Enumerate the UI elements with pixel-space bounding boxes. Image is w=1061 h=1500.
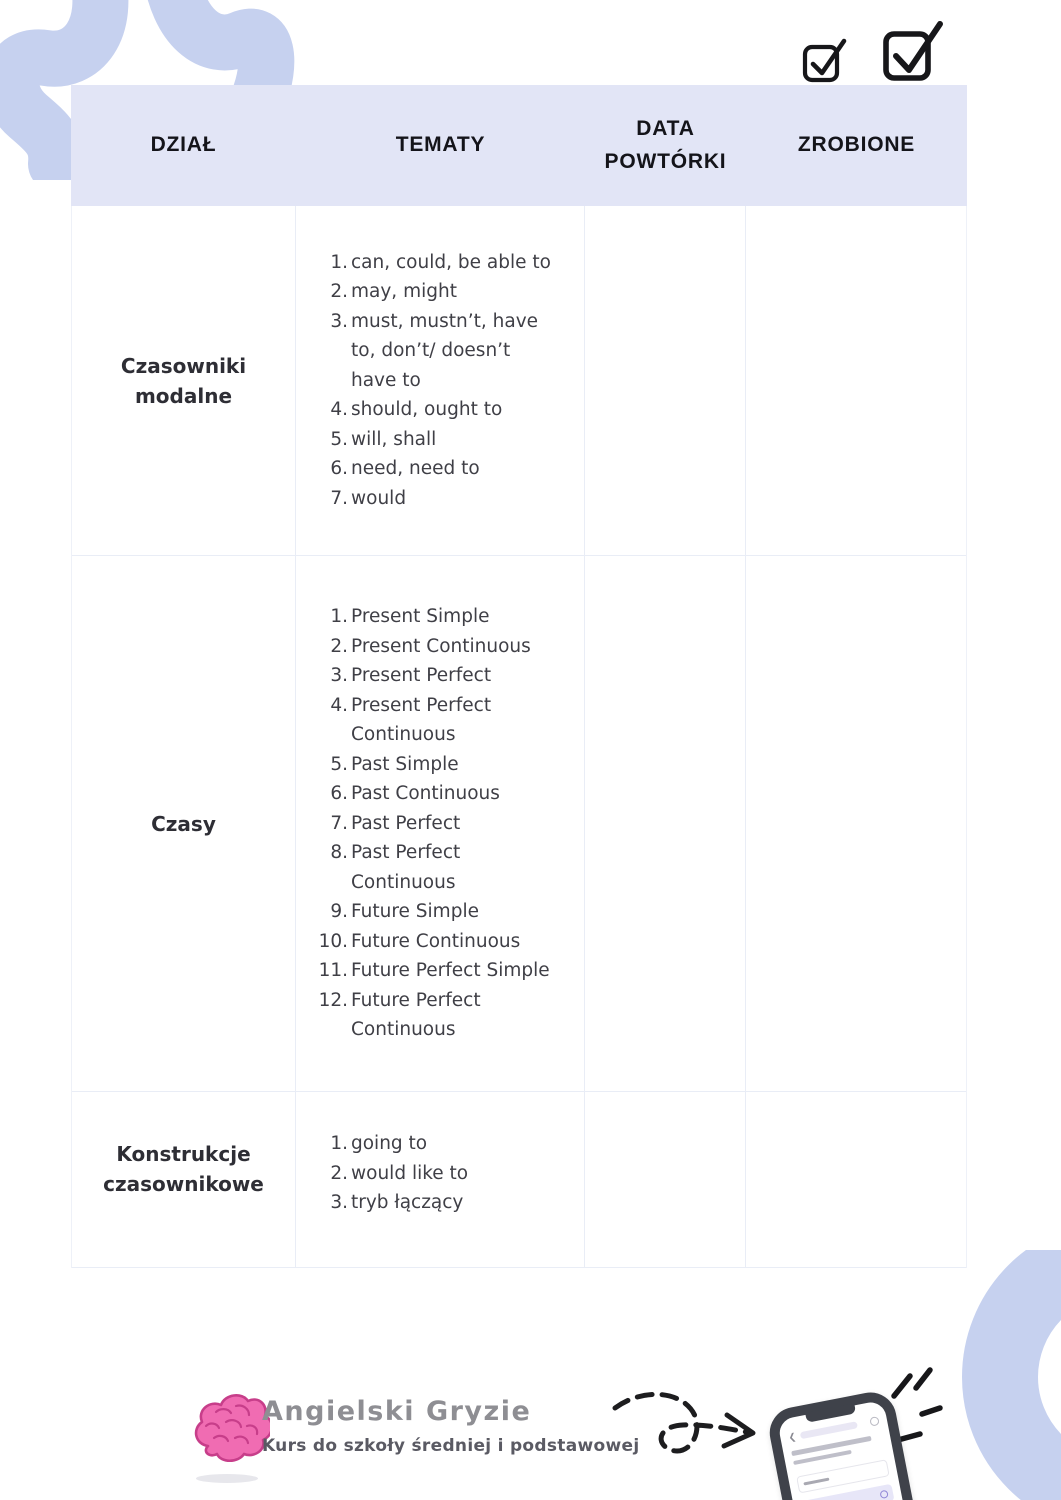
- topic-item: [296, 1129, 584, 1159]
- topic-number: 3.: [330, 665, 348, 687]
- brain-icon: [186, 1388, 270, 1472]
- topic-item: [296, 1159, 584, 1189]
- topic-text: may, might: [351, 281, 457, 303]
- brand-tagline: Kurs do szkoły średniej i podstawowej: [262, 1436, 640, 1456]
- topic-text: need, need to: [351, 458, 480, 480]
- checkbox-checked-icon: [800, 32, 852, 84]
- brand-name: Angielski Gryzie: [262, 1396, 532, 1427]
- topic-number: 7.: [330, 812, 348, 834]
- column-header-zrobione: ZROBIONE: [797, 133, 916, 157]
- dzial-cell: Czasowniki modalne: [72, 206, 296, 555]
- topic-number: 12.: [318, 989, 348, 1011]
- dzial-cell: Czasy: [72, 556, 296, 1091]
- column-header-tematy: TEMATY: [395, 133, 486, 157]
- topic-number: 3.: [330, 310, 348, 332]
- dashed-loop-arrow-icon: [605, 1384, 770, 1476]
- revision-table: [71, 85, 967, 1268]
- topic-text: Future Continuous: [351, 930, 521, 952]
- topic-item: [296, 632, 584, 662]
- table-header-row: [71, 85, 967, 206]
- topic-number: 1.: [330, 1133, 348, 1155]
- topic-text: would: [351, 487, 407, 509]
- topic-number: 5.: [330, 428, 348, 450]
- topic-text: Future Simple: [351, 901, 479, 923]
- checkbox-checked-icon: [880, 18, 946, 84]
- topic-item: [296, 838, 584, 897]
- topic-text: Future Perfect Simple: [351, 960, 550, 982]
- topic-text: must, mustn’t, have to, don’t/ doesn’t have to: [351, 310, 539, 391]
- topic-text: Present Continuous: [351, 635, 531, 657]
- topic-item: [296, 897, 584, 927]
- logo: [186, 1388, 270, 1484]
- topic-number: 1.: [330, 606, 348, 628]
- topic-item: [296, 750, 584, 780]
- option-status-icon: [879, 1489, 888, 1498]
- topic-number: 10.: [318, 930, 348, 952]
- topic-number: 9.: [330, 901, 348, 923]
- topic-item: [296, 691, 584, 750]
- topic-item: [296, 307, 584, 396]
- chevron-left-icon: ❮: [787, 1431, 797, 1443]
- topic-text: tryb łączący: [351, 1192, 464, 1214]
- topic-text: going to: [351, 1133, 428, 1155]
- topic-text: Past Perfect Continuous: [351, 842, 461, 893]
- topic-item: [296, 779, 584, 809]
- topic-number: 1.: [330, 251, 348, 273]
- table-row: [72, 1092, 966, 1268]
- topic-number: 2.: [330, 281, 348, 303]
- topic-text: would like to: [351, 1162, 469, 1184]
- tematy-cell: [296, 556, 585, 1091]
- topic-text: Future Perfect Continuous: [351, 989, 481, 1041]
- data-powtorki-cell: [585, 1092, 746, 1267]
- tematy-cell: [296, 206, 585, 555]
- zrobione-cell: [746, 206, 966, 555]
- table-row: [72, 556, 966, 1092]
- topic-item: [296, 602, 584, 632]
- topic-number: 5.: [330, 753, 348, 775]
- topic-text: will, shall: [351, 428, 437, 450]
- topic-number: 8.: [330, 842, 348, 864]
- topic-item: [296, 248, 584, 278]
- top-checkboxes: [800, 14, 980, 84]
- topic-text: Past Continuous: [351, 783, 500, 805]
- topic-number: 11.: [318, 960, 348, 982]
- topic-number: 4.: [330, 694, 348, 716]
- data-powtorki-cell: [585, 556, 746, 1091]
- topic-item: [296, 277, 584, 307]
- zrobione-cell: [746, 556, 966, 1091]
- topic-text: Present Simple: [351, 606, 490, 628]
- topic-text: Present Perfect: [351, 665, 492, 687]
- topic-item: [296, 927, 584, 957]
- topic-item: [296, 956, 584, 986]
- dzial-cell: Konstrukcje czasownikowe: [72, 1092, 296, 1267]
- topic-text: should, ought to: [351, 399, 503, 421]
- topic-item: [296, 425, 584, 455]
- topic-number: 2.: [330, 1162, 348, 1184]
- zrobione-cell: [746, 1092, 966, 1267]
- logo-shadow: [196, 1474, 258, 1483]
- topic-item: [296, 809, 584, 839]
- brand-block: [262, 1396, 639, 1456]
- topic-number: 6.: [330, 783, 348, 805]
- column-header-data-powtorki: DATA POWTÓRKI: [604, 116, 727, 173]
- topic-text: Past Simple: [351, 753, 459, 775]
- topic-number: 4.: [330, 399, 348, 421]
- column-header-dzial: DZIAŁ: [150, 133, 217, 157]
- topic-item: [296, 661, 584, 691]
- topic-item: [296, 1188, 584, 1218]
- topic-text: can, could, be able to: [351, 251, 551, 273]
- topic-number: 3.: [330, 1192, 348, 1214]
- topic-item: [296, 395, 584, 425]
- topic-item: [296, 986, 584, 1045]
- topic-item: [296, 454, 584, 484]
- topic-item: [296, 484, 584, 514]
- tematy-cell: [296, 1092, 585, 1267]
- topic-text: Past Perfect: [351, 812, 461, 834]
- progress-bar: [799, 1421, 857, 1439]
- data-powtorki-cell: [585, 206, 746, 555]
- topic-number: 7.: [330, 487, 348, 509]
- table-row: [72, 206, 966, 556]
- topic-text: Present Perfect Continuous: [351, 694, 492, 746]
- settings-dot-icon: [869, 1416, 880, 1427]
- topic-number: 6.: [330, 458, 348, 480]
- topic-number: 2.: [330, 635, 348, 657]
